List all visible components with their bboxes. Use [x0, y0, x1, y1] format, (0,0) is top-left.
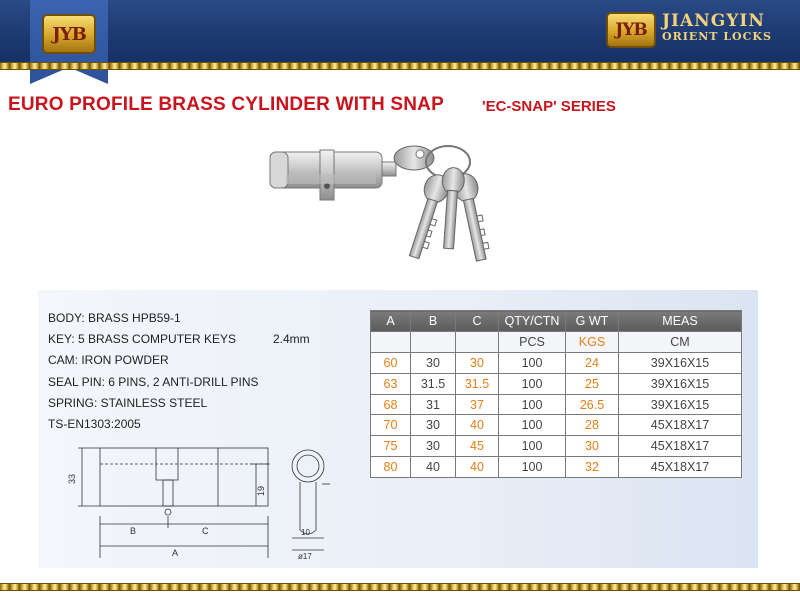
unit-cell: PCS [499, 331, 566, 352]
cell-meas: 45X18X17 [619, 436, 742, 457]
cell-gwt: 28 [566, 415, 619, 436]
spec-list [48, 308, 310, 435]
cell-gwt: 25 [566, 373, 619, 394]
dim-10-label: 10 [301, 528, 310, 537]
spec-key-size: 2.4mm [273, 332, 310, 347]
spec-cam: CAM: IRON POWDER [48, 353, 169, 368]
table-header-row [371, 311, 742, 332]
size-table [370, 310, 742, 478]
cell-gwt: 24 [566, 352, 619, 373]
spec-body: BODY: BRASS HPB59-1 [48, 311, 181, 325]
table-units-row [371, 331, 742, 352]
cell-b: 30 [411, 415, 456, 436]
cell-a: 63 [371, 373, 411, 394]
col-header: G WT [566, 311, 619, 332]
cell-b: 31.5 [411, 373, 456, 394]
spec-spring: SPRING: STAINLESS STEEL [48, 395, 208, 410]
spec-standard: TS-EN1303:2005 [48, 417, 141, 432]
series-label: 'EC-SNAP' SERIES [482, 98, 616, 115]
jyb-logo-right [606, 12, 656, 48]
col-header: B [411, 311, 456, 332]
cell-a: 70 [371, 415, 411, 436]
cell-qty: 100 [499, 415, 566, 436]
cell-a: 75 [371, 436, 411, 457]
col-header: MEAS [619, 311, 742, 332]
spec-key-row [48, 329, 310, 350]
cell-meas: 39X16X15 [619, 373, 742, 394]
cell-c: 31.5 [456, 373, 499, 394]
col-header: QTY/CTN [499, 311, 566, 332]
cell-gwt: 30 [566, 436, 619, 457]
cylinder-body-outline [100, 448, 268, 506]
cell-c: 30 [456, 352, 499, 373]
dim-b-label: B [130, 526, 137, 536]
table-row [371, 352, 742, 373]
unit-cell [456, 331, 499, 352]
dim-19-label: 19 [256, 485, 266, 496]
cell-meas: 45X18X17 [619, 415, 742, 436]
cell-a: 68 [371, 394, 411, 415]
col-header: A [371, 311, 411, 332]
unit-cell: CM [619, 331, 742, 352]
brand-line-1: JIANGYIN [662, 11, 765, 31]
jyb-logo-left [42, 14, 96, 54]
unit-cell [411, 331, 456, 352]
product-title: EURO PROFILE BRASS CYLINDER WITH SNAP [8, 94, 444, 115]
cell-gwt: 26.5 [566, 394, 619, 415]
table-row [371, 394, 742, 415]
table-row [371, 457, 742, 478]
cell-b: 30 [411, 352, 456, 373]
table-row [371, 373, 742, 394]
cell-qty: 100 [499, 352, 566, 373]
cell-c: 45 [456, 436, 499, 457]
cell-a: 60 [371, 352, 411, 373]
cell-gwt: 32 [566, 457, 619, 478]
spec-seal-pin: SEAL PIN: 6 PINS, 2 ANTI-DRILL PINS [48, 374, 259, 389]
cell-b: 40 [411, 457, 456, 478]
spec-key: KEY: 5 BRASS COMPUTER KEYS [48, 332, 237, 347]
dim-17-label: ø17 [298, 552, 312, 560]
cell-qty: 100 [499, 373, 566, 394]
cell-qty: 100 [499, 457, 566, 478]
brand-name [662, 12, 794, 43]
col-header: C [456, 311, 499, 332]
cell-meas: 45X18X17 [619, 457, 742, 478]
cell-qty: 100 [499, 394, 566, 415]
cell-b: 31 [411, 394, 456, 415]
unit-cell: KGS [566, 331, 619, 352]
chain-border-bottom [0, 583, 800, 591]
technical-drawing [60, 438, 360, 560]
cell-meas: 39X16X15 [619, 394, 742, 415]
cell-c: 40 [456, 457, 499, 478]
unit-cell [371, 331, 411, 352]
cell-meas: 39X16X15 [619, 352, 742, 373]
cell-c: 40 [456, 415, 499, 436]
logo-text: JYB [52, 23, 86, 45]
cell-b: 30 [411, 436, 456, 457]
dim-33-label: 33 [67, 473, 77, 484]
cell-qty: 100 [499, 436, 566, 457]
chain-border-top [0, 62, 800, 70]
cell-a: 80 [371, 457, 411, 478]
table-row [371, 415, 742, 436]
logo-text: JYB [615, 20, 647, 40]
dim-c-label: C [202, 526, 209, 536]
table-row [371, 436, 742, 457]
brand-line-2: ORIENT LOCKS [662, 30, 772, 43]
dim-a-label: A [172, 548, 179, 558]
cell-c: 37 [456, 394, 499, 415]
cylinder-with-keys-image [262, 140, 492, 270]
